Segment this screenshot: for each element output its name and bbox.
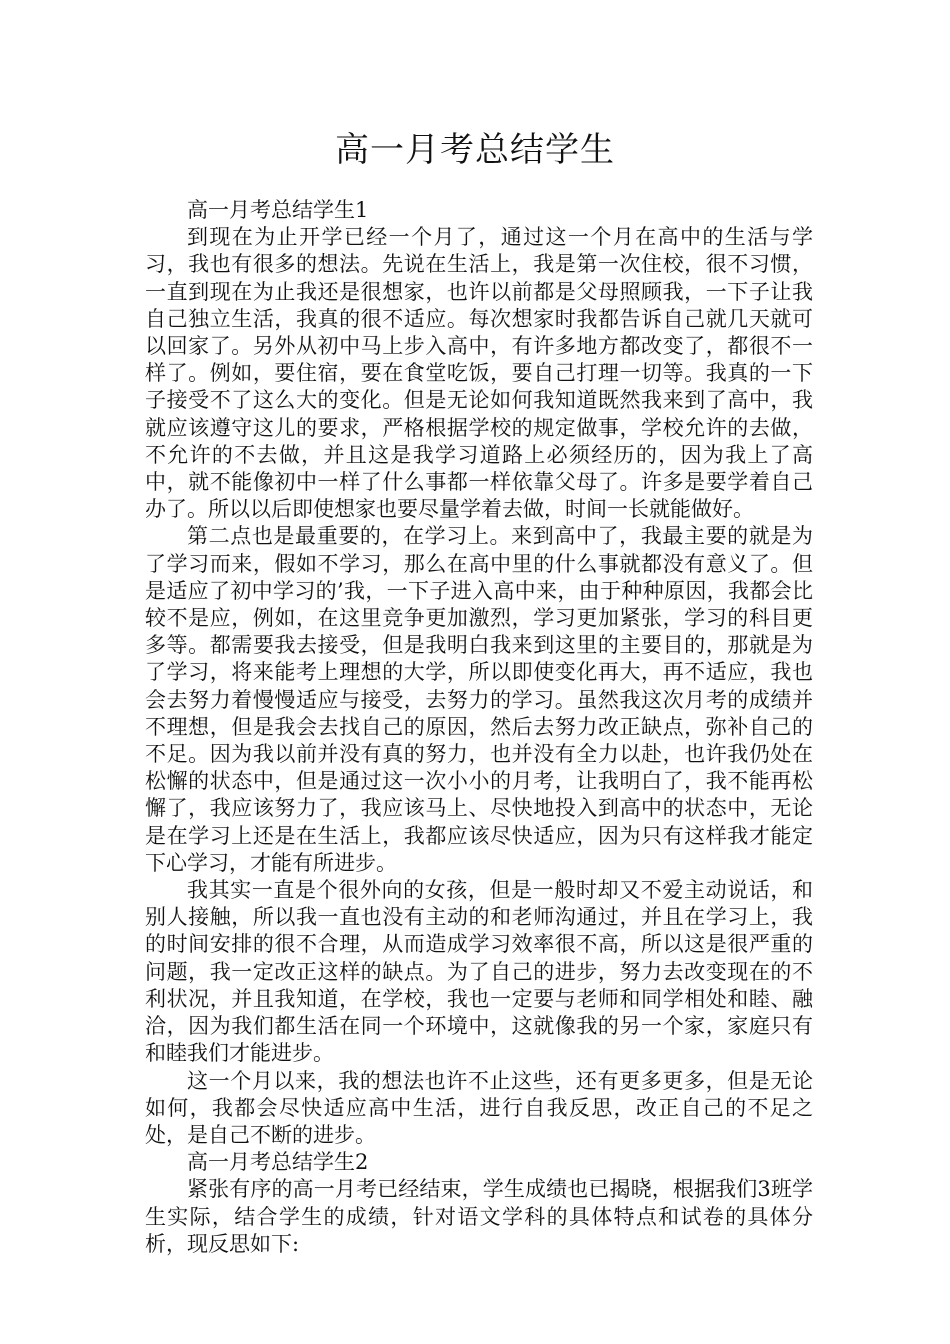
document-body: [145, 197, 813, 1258]
document-title: 高一月考总结学生: [335, 130, 615, 170]
paragraph: 这一个月以来，我的想法也许不止这些，还有更多更多，但是无论如何，我都会尽快适应高中生活，进行自我反思，改正自己的不足之处，是自己不断的进步。: [145, 1068, 813, 1147]
paragraph: 我其实一直是个很外向的女孩，但是一般时却又不爱主动说话，和别人接触，所以我一直也没有主动的和老师沟通过，并且在学习上，我的时间安排的很不合理，从而造成学习效率很不高，所以这是很严重的问题，我一定改正这样的缺点。为了自己的进步，努力去改变现在的不利状况，并且我知道，在学校，我也一定要与老师和同学相处和睦、融洽，因为我们都生活在同一个环境中，这就像我的另一个家，家庭只有和睦我们才能进步。: [145, 878, 813, 1066]
paragraph: 到现在为止开学已经一个月了，通过这一个月在高中的生活与学习，我也有很多的想法。先说在生活上，我是第一次住校，很不习惯，一直到现在为止我还是很想家，也许以前都是父母照顾我，一下子让我自己独立生活，我真的很不适应。每次想家时我都告诉自己就几天就可以回家了。另外从初中马上步入高中，有许多地方都改变了，都很不一样了。例如，要住宿，要在食堂吃饭，要自己打理一切等。我真的一下子接受不了这么大的变化。但是无论如何我知道既然我来到了高中，我就应该遵守这儿的要求，严格根据学校的规定做事，学校允许的去做，不允许的不去做，并且这是我学习道路上必须经历的，因为我上了高中，就不能像初中一样了什么事都一样依靠父母了。许多是要学着自己办了。所以以后即使想家也要尽量学着去做，时间一长就能做好。: [145, 225, 813, 522]
section-heading-2: 高一月考总结学生2: [187, 1150, 369, 1175]
section-heading-1: 高一月考总结学生1: [187, 198, 369, 222]
paragraph: 第二点也是最重要的，在学习上。来到高中了，我最主要的就是为了学习而来，假如不学习，那么在高中里的什么事就都没有意义了。但是适应了初中学习的’我，一下子进入高中来，由于种种原因，我都会比较不是应，例如，在这里竞争更加激烈，学习更加紧张，学习的科目更多等。都需要我去接受，但是我明白我来到这里的主要目的，那就是为了学习，将来能考上理想的大学，所以即使变化再大，再不适应，我也会去努力着慢慢适应与接受，去努力的学习。虽然我这次月考的成绩并不理想，但是我会去找自己的原因，然后去努力改正缺点，弥补自己的不足。因为我以前并没有真的努力，也并没有全力以赴，也许我仍处在松懈的状态中，但是通过这一次小小的月考，让我明白了，我不能再松懈了，我应该努力了，我应该马上、尽快地投入到高中的状态中，无论是在学习上还是在生活上，我都应该尽快适应，因为只有这样我才能定下心学习，才能有所进步。: [145, 524, 813, 875]
paragraph: 紧张有序的高一月考已经结束，学生成绩也已揭晓，根据我们3班学生实际，结合学生的成绩，针对语文学科的具体特点和试卷的具体分析，现反思如下:: [145, 1177, 813, 1256]
